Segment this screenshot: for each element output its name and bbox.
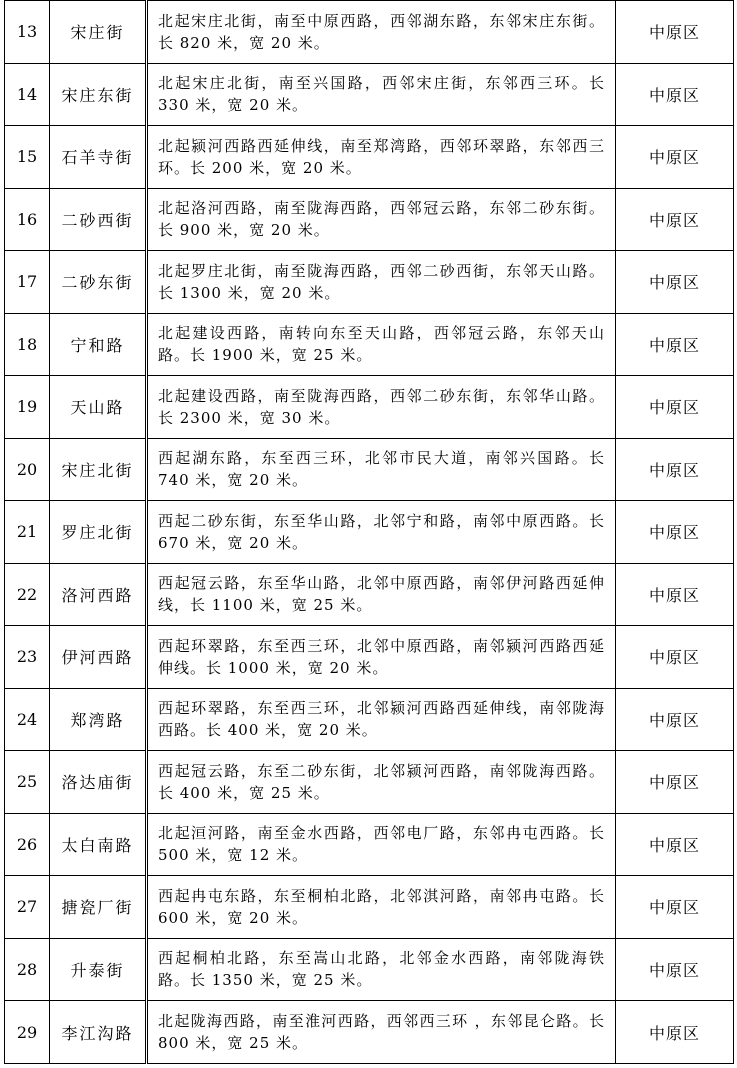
row-number: 16: [5, 188, 50, 251]
road-description: 北起陇海西路，南至淮河西路，西邻西三环 ，东邻昆仑路。长 800 米，宽 25 米。: [147, 1001, 616, 1064]
row-number: 15: [5, 126, 50, 189]
row-number: 23: [5, 626, 50, 689]
table-row: [5, 1001, 734, 1064]
table-row: [5, 438, 734, 501]
district: 中原区: [616, 63, 734, 126]
row-number: 29: [5, 1001, 50, 1064]
road-description: 西起湖东路，东至西三环，北邻市民大道，南邻兴国路。长 740 米，宽 20 米。: [147, 438, 616, 501]
table-row: [5, 126, 734, 189]
district: 中原区: [616, 688, 734, 751]
road-description: 北起建设西路，南转向东至天山路，西邻冠云路，东邻天山路。长 1900 米，宽 25 米。: [147, 313, 616, 376]
table-row: [5, 938, 734, 1001]
row-number: 27: [5, 876, 50, 939]
road-description: 北起颍河西路西延伸线，南至郑湾路，西邻环翠路，东邻西三环。长 200 米，宽 20 米。: [147, 126, 616, 189]
road-description: 北起洹河路，南至金水西路，西邻电厂路，东邻冉屯西路。长 500 米，宽 12 米。: [147, 813, 616, 876]
road-name: 二砂东街: [50, 251, 147, 314]
district: 中原区: [616, 1001, 734, 1064]
table-row: [5, 1, 734, 64]
row-number: 20: [5, 438, 50, 501]
table-row: [5, 188, 734, 251]
road-naming-table: [4, 0, 734, 1064]
row-number: 24: [5, 688, 50, 751]
table-row: [5, 876, 734, 939]
district: 中原区: [616, 376, 734, 439]
row-number: 13: [5, 1, 50, 64]
district: 中原区: [616, 438, 734, 501]
row-number: 22: [5, 563, 50, 626]
road-description: 北起建设西路，南至陇海西路，西邻二砂东街，东邻华山路。长 2300 米，宽 30 米。: [147, 376, 616, 439]
road-name: 洛达庙街: [50, 751, 147, 814]
district: 中原区: [616, 813, 734, 876]
table-row: [5, 63, 734, 126]
table-row: [5, 751, 734, 814]
district: 中原区: [616, 751, 734, 814]
road-description: 北起洛河西路，南至陇海西路，西邻冠云路，东邻二砂东街。长 900 米，宽 20 米。: [147, 188, 616, 251]
road-name: 伊河西路: [50, 626, 147, 689]
road-name: 罗庄北街: [50, 501, 147, 564]
road-description: 西起冠云路，东至二砂东街，北邻颍河西路，南邻陇海西路。长 400 米，宽 25 米。: [147, 751, 616, 814]
row-number: 25: [5, 751, 50, 814]
road-name: 宁和路: [50, 313, 147, 376]
table-row: [5, 313, 734, 376]
table-row: [5, 626, 734, 689]
district: 中原区: [616, 126, 734, 189]
road-name: 李江沟路: [50, 1001, 147, 1064]
district: 中原区: [616, 501, 734, 564]
road-name: 宋庄北街: [50, 438, 147, 501]
table-row: [5, 251, 734, 314]
road-description: 北起罗庄北街，南至陇海西路，西邻二砂西街，东邻天山路。长 1300 米，宽 20 米。: [147, 251, 616, 314]
table-row: [5, 813, 734, 876]
road-name: 石羊寺街: [50, 126, 147, 189]
road-name: 二砂西街: [50, 188, 147, 251]
district: 中原区: [616, 563, 734, 626]
row-number: 19: [5, 376, 50, 439]
row-number: 28: [5, 938, 50, 1001]
road-description: 西起二砂东街，东至华山路，北邻宁和路，南邻中原西路。长 670 米，宽 20 米。: [147, 501, 616, 564]
district: 中原区: [616, 313, 734, 376]
road-description: 西起桐柏北路，东至嵩山北路，北邻金水西路，南邻陇海铁路。长 1350 米，宽 25 米。: [147, 938, 616, 1001]
table-row: [5, 501, 734, 564]
road-name: 太白南路: [50, 813, 147, 876]
road-name: 洛河西路: [50, 563, 147, 626]
table-row: [5, 376, 734, 439]
district: 中原区: [616, 876, 734, 939]
road-name: 升泰街: [50, 938, 147, 1001]
road-description: 西起冠云路，东至华山路，北邻中原西路，南邻伊河路西延伸线，长 1100 米，宽 25 米。: [147, 563, 616, 626]
road-name: 郑湾路: [50, 688, 147, 751]
district: 中原区: [616, 938, 734, 1001]
row-number: 17: [5, 251, 50, 314]
road-name: 天山路: [50, 376, 147, 439]
road-description: 西起环翠路，东至西三环，北邻颍河西路西延伸线，南邻陇海西路。长 400 米，宽 20 米。: [147, 688, 616, 751]
row-number: 14: [5, 63, 50, 126]
table-row: [5, 563, 734, 626]
road-description: 北起宋庄北街，南至中原西路，西邻湖东路，东邻宋庄东街。长 820 米，宽 20 米。: [147, 1, 616, 64]
row-number: 21: [5, 501, 50, 564]
road-description: 西起冉屯东路，东至桐柏北路，北邻淇河路，南邻冉屯路。长 600 米，宽 20 米。: [147, 876, 616, 939]
road-name: 搪瓷厂街: [50, 876, 147, 939]
road-name: 宋庄街: [50, 1, 147, 64]
district: 中原区: [616, 626, 734, 689]
district: 中原区: [616, 251, 734, 314]
road-description: 西起环翠路，东至西三环，北邻中原西路，南邻颍河西路西延伸线。长 1000 米，宽 20 米。: [147, 626, 616, 689]
row-number: 18: [5, 313, 50, 376]
row-number: 26: [5, 813, 50, 876]
road-description: 北起宋庄北街，南至兴国路，西邻宋庄街，东邻西三环。长 330 米，宽 20 米。: [147, 63, 616, 126]
district: 中原区: [616, 1, 734, 64]
table-row: [5, 688, 734, 751]
district: 中原区: [616, 188, 734, 251]
road-name: 宋庄东街: [50, 63, 147, 126]
